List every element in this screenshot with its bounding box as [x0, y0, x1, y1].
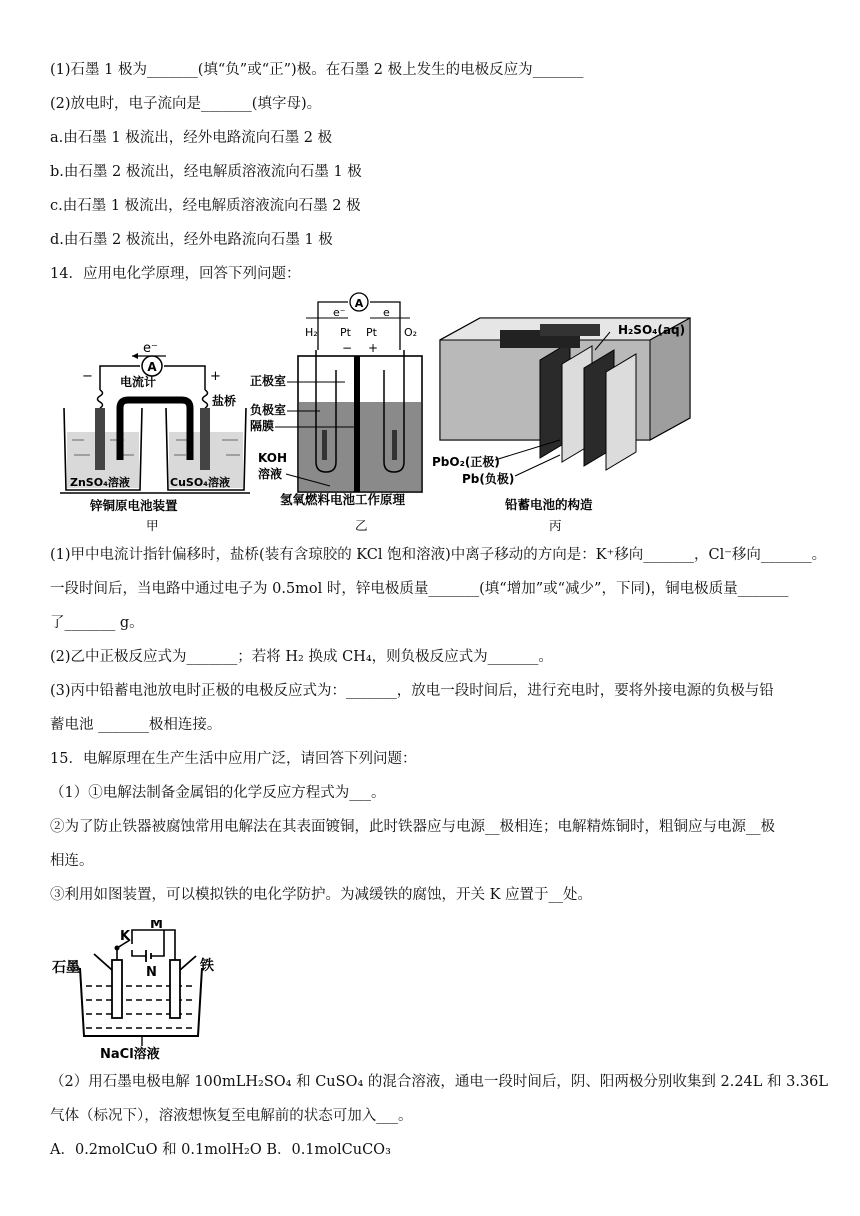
option-d: d.由石墨 2 极流出，经外电路流向石墨 1 极 — [50, 232, 333, 248]
q15-part1-1: （1）①电解法制备金属铝的化学反应方程式为___。 — [50, 785, 386, 801]
figure-bing — [432, 318, 690, 533]
jia-plus: + — [210, 369, 221, 384]
q15-part1-3: ③利用如图装置，可以模拟铁的电化学防护。为减缓铁的腐蚀，开关 K 应置于__处。 — [50, 887, 593, 903]
jia-left-solution: ZnSO₄溶液 — [70, 476, 130, 489]
jia-right-solution: CuSO₄溶液 — [170, 476, 230, 489]
q15-figure — [50, 920, 230, 1060]
q14-part2: (2)乙中正极反应式为_______；若将 H₂ 换成 CH₄，则负极反应式为_______。 — [50, 649, 553, 665]
option-a: a.由石墨 1 极流出，经外电路流向石墨 2 极 — [50, 130, 333, 146]
q14-part1: (1)甲中电流计指针偏移时，盐桥(装有含琼胶的 KCl 饱和溶液)中离子移动的方向是：K⁺移向_______，Cl⁻移向_______。 — [50, 547, 827, 563]
q15-part1-2: ②为了防止铁器被腐蚀常用电解法在其表面镀铜，此时铁器应与电源__极相连；电解精炼铜时，粗铜应与电源__极 — [50, 819, 775, 835]
figure-jia — [60, 341, 250, 533]
yi-pt-left: Pt — [340, 326, 351, 339]
q14-part3: (3)丙中铅蓄电池放电时正极的电极反应式为：_______，放电一段时间后，进行充电时，要将外接电源的负极与铅 — [50, 683, 774, 699]
option-b: b.由石墨 2 极流出，经电解质溶液流向石墨 1 极 — [50, 164, 362, 180]
q15-options: A．0.2molCuO 和 0.1molH₂O B．0.1molCuCO₃ — [50, 1142, 391, 1158]
yi-minus: − — [342, 341, 353, 355]
fig15-k: K — [120, 929, 131, 944]
bing-tag: 丙 — [549, 518, 562, 533]
fig15-solution: NaCl溶液 — [100, 1047, 160, 1060]
yi-ammeter-symbol: A — [354, 297, 364, 310]
yi-tag: 乙 — [355, 518, 368, 533]
jia-caption: 锌铜原电池装置 — [90, 498, 178, 513]
q15-part1-2-cont: 相连。 — [50, 853, 94, 869]
jia-ammeter-label: 电流计 — [120, 375, 157, 389]
yi-plus: + — [368, 341, 379, 355]
fig15-m: M — [150, 920, 163, 932]
yi-caption: 氢氧燃料电池工作原理 — [280, 492, 406, 507]
q14-figures — [0, 290, 860, 540]
bing-pbo2: PbO₂(正极) — [432, 455, 500, 469]
yi-koh-line1: KOH — [258, 451, 288, 465]
q14-part1-cont2: 了_______ g。 — [50, 615, 144, 631]
bing-caption: 铅蓄电池的构造 — [505, 497, 593, 512]
jia-electron: e⁻ — [143, 341, 158, 356]
fig15-n: N — [146, 965, 157, 980]
fig15-iron: 铁 — [200, 958, 214, 974]
yi-electron-left: e⁻ — [333, 306, 346, 319]
option-c: c.由石墨 1 极流出，经电解质溶液流向石墨 2 极 — [50, 198, 361, 214]
yi-h2: H₂ — [305, 326, 318, 339]
q14-part1-cont: 一段时间后，当电路中通过电子为 0.5mol 时，锌电极质量_______(填“增加”或“减少”，下同)，铜电极质量_______ — [50, 581, 789, 597]
yi-neg-chamber: 负极室 — [250, 403, 287, 417]
q13-part2: (2)放电时，电子流向是_______(填字母)。 — [50, 96, 322, 112]
bing-pb: Pb(负极) — [462, 472, 515, 486]
q15-title: 15．电解原理在生产生活中应用广泛，请回答下列问题： — [50, 751, 417, 767]
q13-part1: (1)石墨 1 极为_______(填“负”或“正”)极。在石墨 2 极上发生的电极反应为_______ — [50, 62, 584, 78]
yi-koh-line2: 溶液 — [258, 467, 283, 481]
q15-part2-cont: 气体（标况下），溶液想恢复至电解前的状态可加入___。 — [50, 1108, 413, 1124]
yi-membrane: 隔膜 — [250, 419, 275, 433]
jia-ammeter-symbol: A — [147, 360, 157, 374]
yi-pt-right: Pt — [366, 326, 377, 339]
yi-pos-chamber: 正极室 — [250, 374, 287, 388]
q15-part2: （2）用石墨电极电解 100mLH₂SO₄ 和 CuSO₄ 的混合溶液，通电一段时间后，阴、阳两极分别收集到 2.24L 和 3.36L — [50, 1074, 829, 1090]
q14-part3-cont: 蓄电池 _______极相连接。 — [50, 717, 222, 733]
jia-minus: − — [82, 369, 93, 384]
q14-title: 14．应用电化学原理，回答下列问题： — [50, 266, 301, 282]
jia-salt-bridge-label: 盐桥 — [212, 394, 237, 408]
jia-tag: 甲 — [146, 518, 159, 533]
fig15-graphite: 石墨 — [52, 960, 80, 976]
figure-yi — [250, 293, 422, 533]
yi-o2: O₂ — [404, 326, 418, 339]
yi-electron-right: e — [383, 306, 390, 319]
bing-acid: H₂SO₄(aq) — [618, 323, 686, 337]
